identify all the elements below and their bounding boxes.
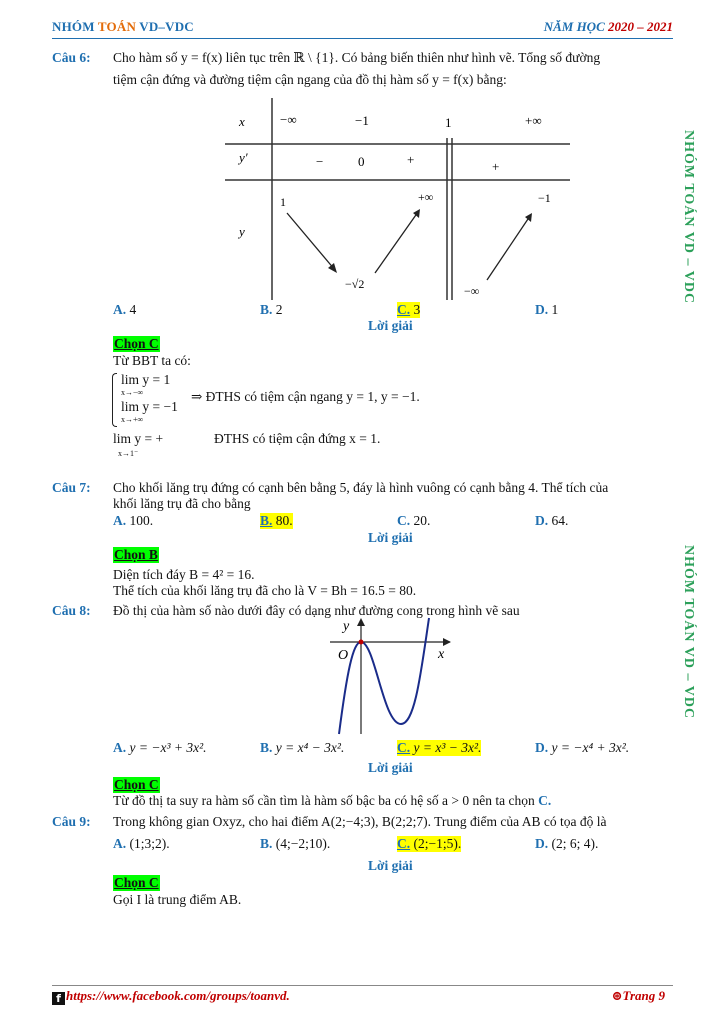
q9-solution-line1: Gọi I là trung điểm AB.: [113, 892, 242, 907]
question-7-text-line1: Cho khối lăng trụ đứng có cạnh bên bằng 5, đáy là hình vuông có cạnh bằng 4. Thể tích của: [113, 480, 609, 495]
q6-limit-1: lim y = 1: [121, 372, 171, 387]
question-7-text-line2: khối lăng trụ đã cho bằng: [113, 496, 251, 511]
q6-limit-3-sub: x→1⁻: [118, 449, 139, 458]
q6-limit-2: lim y = −1: [121, 399, 178, 414]
question-9-number: Câu 9:: [52, 814, 91, 829]
y-val-one: 1: [280, 195, 286, 209]
sign-plus-2: +: [492, 159, 500, 174]
q9-option-b[interactable]: B. (4;−2;10).: [260, 836, 331, 851]
footer-facebook-link[interactable]: f https://www.facebook.com/groups/toanvd.: [52, 988, 290, 1005]
sign-plus-1: +: [407, 152, 415, 167]
q9-option-d[interactable]: D. (2; 6; 4).: [535, 836, 599, 851]
q7-answer-choice: Chọn B: [114, 547, 158, 562]
q8-option-c[interactable]: C. y = x³ − 3x².: [397, 740, 482, 755]
x-val-neg-inf: −∞: [280, 112, 297, 127]
graph-x-label: x: [438, 647, 445, 662]
q6-limit-2-sub: x→+∞: [121, 415, 144, 424]
sign-zero: 0: [358, 154, 365, 169]
side-label-top: NHÓM TOÁN VD – VDC: [681, 130, 696, 305]
q6-limit-3: lim y = +: [113, 431, 164, 446]
q6-option-b[interactable]: B. 2: [260, 302, 283, 317]
q8-solution-line1: Từ đồ thị ta suy ra hàm số cần tìm là hàm số bậc ba có hệ số a > 0 nên ta chọn C.: [113, 793, 552, 808]
q6-conclusion-horizontal: ⇒ ĐTHS có tiệm cận ngang y = 1, y = −1.: [191, 389, 420, 404]
q9-answer-choice: Chọn C: [114, 875, 159, 890]
variation-table: [225, 98, 570, 300]
row-label-x: x: [239, 114, 245, 129]
row-label-y: y: [239, 224, 245, 239]
y-val-neg-sqrt2: −√2: [345, 277, 365, 291]
header-group-name: NHÓM TOÁN VD–VDC: [52, 19, 194, 34]
question-6-text-line2: tiệm cận đứng và đường tiệm cận ngang của đồ thị hàm số y = f(x) bằng:: [113, 72, 507, 87]
q6-answer-choice: Chọn C: [114, 336, 159, 351]
footer-divider: [52, 985, 673, 986]
x-val-one: 1: [445, 115, 452, 130]
question-6-text-line1: Cho hàm số y = f(x) liên tục trên ℝ \ {1}. Có bảng biến thiên như hình vẽ. Tổng số đường: [113, 50, 601, 65]
side-label-bottom: NHÓM TOÁN VD – VDC: [681, 545, 696, 720]
y-val-neg-one: −1: [538, 191, 551, 205]
question-8-text-line1: Đồ thị của hàm số nào dưới đây có dạng như đường cong trong hình vẽ sau: [113, 603, 520, 618]
x-val-neg-one: −1: [355, 113, 369, 128]
graph-y-label: y: [343, 619, 350, 634]
footer-page-number: ⊛Trang 9: [611, 988, 665, 1003]
q7-option-b[interactable]: B. 80.: [260, 513, 293, 528]
question-6-number: Câu 6:: [52, 50, 91, 65]
question-9-text-line1: Trong không gian Oxyz, cho hai điểm A(2;−4;3), B(2;2;7). Trung điểm của AB có tọa độ là: [113, 814, 607, 829]
q7-option-c[interactable]: C. 20.: [397, 513, 431, 528]
q8-option-b[interactable]: B. y = x⁴ − 3x².: [260, 740, 345, 755]
q7-option-d[interactable]: D. 64.: [535, 513, 569, 528]
q6-system-brace: [112, 373, 117, 427]
q6-option-c[interactable]: C. 3: [397, 302, 421, 317]
q6-solution-heading: Lời giải: [368, 318, 413, 333]
header-school-year: NĂM HỌC 2020 – 2021: [543, 19, 673, 34]
q6-option-a[interactable]: A. 4: [113, 302, 137, 317]
q9-option-a[interactable]: A. (1;3;2).: [113, 836, 170, 851]
x-val-pos-inf: +∞: [525, 113, 542, 128]
q6-solution-line1: Từ BBT ta có:: [113, 353, 191, 368]
q7-option-a[interactable]: A. 100.: [113, 513, 154, 528]
sign-minus: −: [316, 154, 324, 169]
graph-origin-label: O: [338, 648, 349, 663]
facebook-icon: f: [52, 992, 65, 1005]
y-val-neg-inf: −∞: [464, 284, 480, 298]
q7-solution-line2: Thể tích của khối lăng trụ đã cho là V = Bh = 16.5 = 80.: [113, 583, 417, 598]
row-label-yprime: y′: [239, 150, 248, 165]
question-7-number: Câu 7:: [52, 480, 91, 495]
q6-limit-1-sub: x→−∞: [121, 388, 144, 397]
q7-solution-line1: Diện tích đáy B = 4² = 16.: [113, 567, 255, 582]
q7-solution-heading: Lời giải: [368, 530, 413, 545]
q8-answer-choice: Chọn C: [114, 777, 159, 792]
question-8-number: Câu 8:: [52, 603, 91, 618]
q6-option-d[interactable]: D. 1: [535, 302, 559, 317]
q6-conclusion-vertical: ĐTHS có tiệm cận đứng x = 1.: [214, 431, 381, 446]
q9-solution-heading: Lời giải: [368, 858, 413, 873]
y-val-pos-inf: +∞: [418, 190, 434, 204]
q8-option-d[interactable]: D. y = −x⁴ + 3x².: [535, 740, 630, 755]
q9-option-c[interactable]: C. (2;−1;5).: [397, 836, 462, 851]
q8-option-a[interactable]: A. y = −x³ + 3x².: [113, 740, 207, 755]
cubic-graph: [325, 612, 455, 737]
q8-solution-heading: Lời giải: [368, 760, 413, 775]
header-divider: [52, 38, 673, 39]
